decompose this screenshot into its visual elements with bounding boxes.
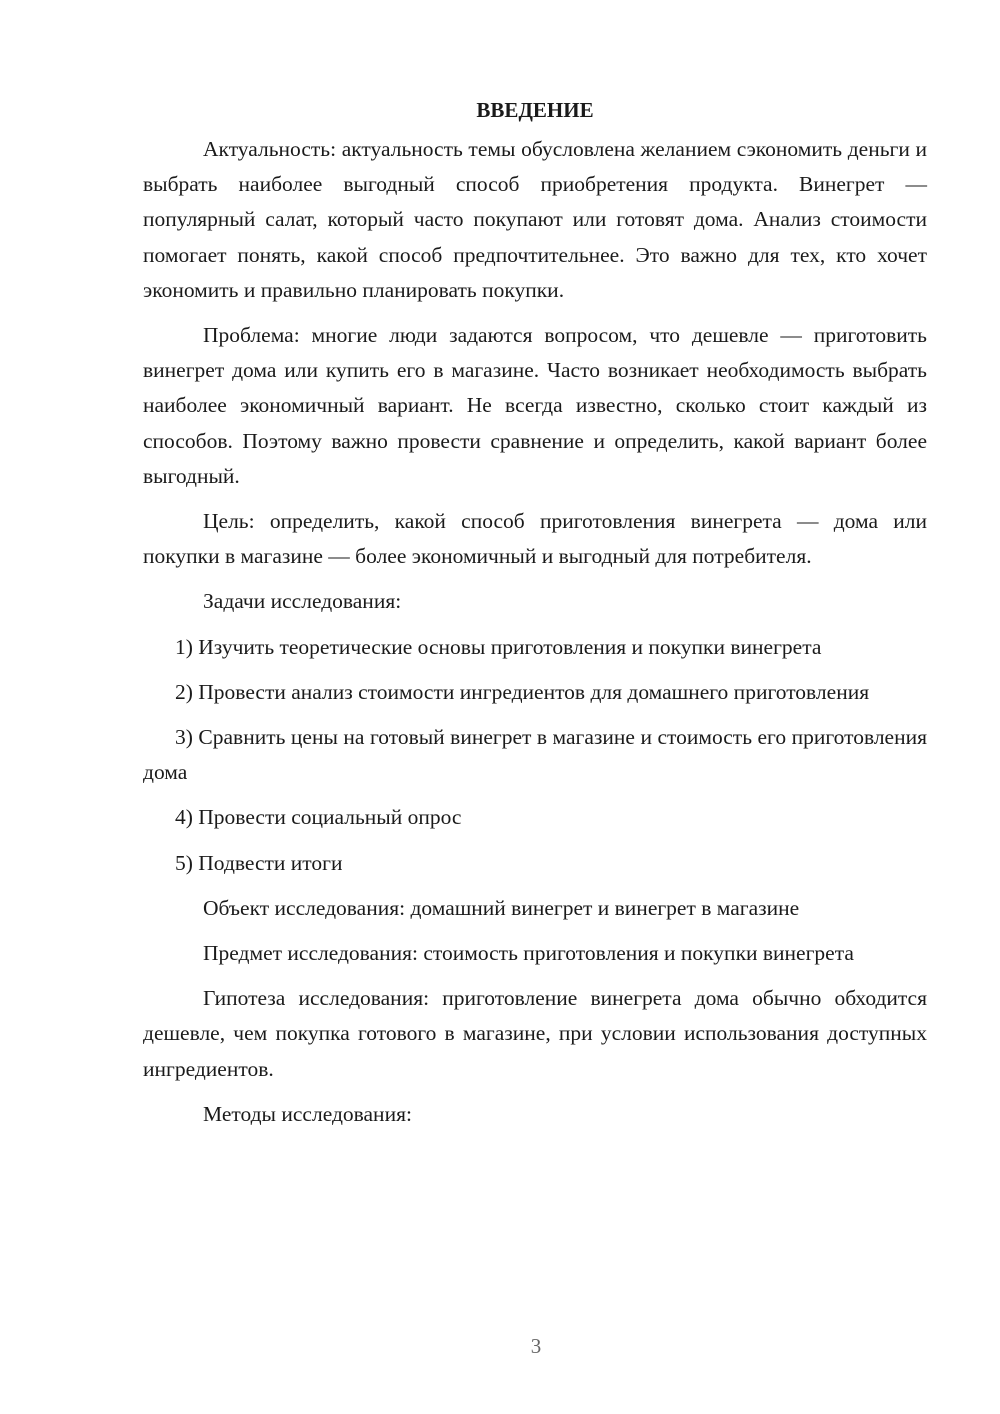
tasks-heading: Задачи исследования: (203, 589, 402, 614)
hypothesis-paragraph: Гипотеза исследования: приготовление винегрета дома обычно обходится дешевле, чем покупка готового в магазине, при условии использования доступных ингредиентов. (143, 986, 927, 1081)
problem-paragraph: Проблема: многие люди задаются вопросом, что дешевле — приготовить винегрет дома или купить его в магазине. Часто возникает необходимость выбрать наиболее экономичный вариант. Не всегда известно, сколько стоит каждый из способов. Поэтому важно провести сравнение и определить, какой вариант более выгодный. (143, 323, 927, 488)
task-item: 1) Изучить теоретические основы приготовления и покупки винегрета (175, 634, 822, 659)
document-page (143, 96, 927, 1132)
task-item: 5) Подвести итоги (175, 850, 343, 875)
task-item: 3) Сравнить цены на готовый винегрет в магазине и стоимость его приготовления дома (143, 725, 927, 785)
task-item: 4) Провести социальный опрос (175, 805, 462, 830)
page-number: 3 (530, 1334, 542, 1358)
section-title: ВВЕДЕНИЕ (476, 98, 594, 122)
subject-paragraph: Предмет исследования: стоимость приготовления и покупки винегрета (203, 941, 854, 966)
methods-heading: Методы исследования: (203, 1101, 412, 1126)
object-paragraph: Объект исследования: домашний винегрет и винегрет в магазине (203, 895, 800, 920)
goal-paragraph: Цель: определить, какой способ приготовления винегрета — дома или покупки в магазине — более экономичный и выгодный для потребителя. (143, 509, 927, 569)
task-item: 2) Провести анализ стоимости ингредиентов для домашнего приготовления (175, 679, 870, 704)
relevance-paragraph: Актуальность: актуальность темы обусловлена желанием сэкономить деньги и выбрать наиболее выгодный способ приобретения продукта. Винегрет — популярный салат, который часто покупают или готовят дома. Анализ стоимости помогает понять, какой способ предпочтительнее. Это важно для тех, кто хочет экономить и правильно планировать покупки. (143, 137, 927, 302)
